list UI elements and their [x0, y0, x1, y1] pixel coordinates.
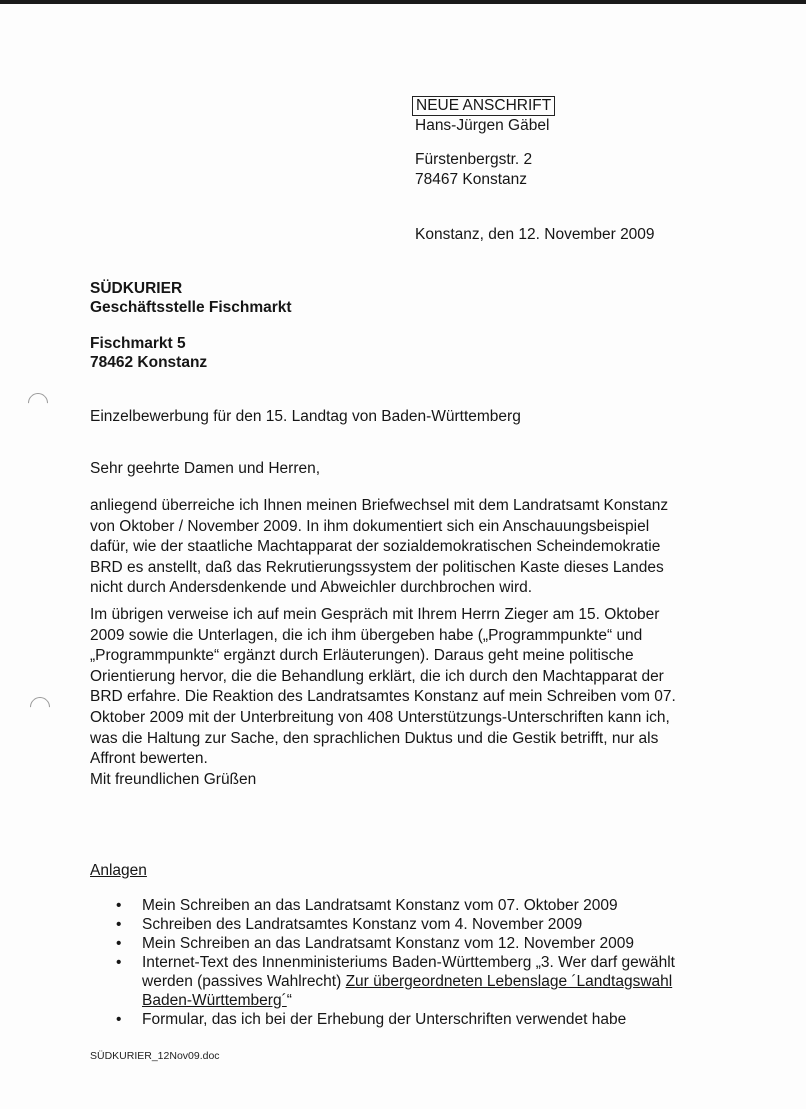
- attachment-item: • Internet-Text des Innenministeriums Baden-Württemberg „3. Wer darf gewählt werden (passives Wahlrecht) Zur übergeordneten Lebenslage ´Landtagswahl Baden-Württemberg´“: [116, 954, 675, 1009]
- attachment-item: • Formular, das ich bei der Erhebung der Unterschriften verwendet habe: [116, 1011, 627, 1028]
- recipient-street: Fischmarkt 5: [90, 335, 186, 352]
- bullet-icon: •: [116, 897, 122, 914]
- recipient-city: 78462 Konstanz: [90, 354, 208, 371]
- attachments-list: [90, 896, 710, 1029]
- recipient-department: Geschäftsstelle Fischmarkt: [90, 299, 292, 316]
- bullet-icon: •: [116, 954, 122, 971]
- bullet-icon: •: [116, 916, 122, 933]
- letter-date: Konstanz, den 12. November 2009: [415, 226, 655, 243]
- sender-street: Fürstenbergstr. 2: [415, 151, 533, 168]
- attachment-item: • Mein Schreiben an das Landratsamt Konstanz vom 07. Oktober 2009: [116, 897, 618, 914]
- lebenslage-link[interactable]: Zur übergeordneten Lebenslage ´Landtagswahl: [345, 973, 673, 990]
- document-filename-footer: SÜDKURIER_12Nov09.doc: [90, 1050, 220, 1062]
- closing: Mit freundlichen Grüßen: [90, 771, 257, 788]
- sender-city: 78467 Konstanz: [415, 171, 528, 188]
- attachments-heading: Anlagen: [90, 862, 147, 879]
- attachment-item: • Mein Schreiben an das Landratsamt Konstanz vom 12. November 2009: [116, 935, 634, 952]
- bullet-icon: •: [116, 1011, 122, 1028]
- punch-hole-mark: [24, 389, 52, 417]
- attachment-item: • Schreiben des Landratsamtes Konstanz vom 4. November 2009: [116, 916, 583, 933]
- body-paragraph-2: Im übrigen verweise ich auf mein Gespräch mit Ihrem Herrn Zieger am 15. Oktober 2009 sowie die Unterlagen, die ich ihm übergeben habe („Programmpunkte“ und „Programmpunkte“ ergänzt durch Erläuterungen). Daraus geht meine politische Orientierung hervor, die die Behandlung erklärt, die ich durch den Machtapparat der BRD erfahre. Die Reaktion des Landratsamtes Konstanz auf mein Schreiben vom 07. Oktober 2009 mit der Unterbreitung von 408 Unterstützungs-Unterschriften kann ich, was die Haltung zur Sache, den sprachlichen Duktus und die Gestik betrifft, nur als Affront bewerten.: [90, 606, 676, 768]
- salutation: Sehr geehrte Damen und Herren,: [90, 460, 321, 477]
- recipient-org: SÜDKURIER: [90, 280, 183, 297]
- punch-hole-mark: [26, 693, 54, 721]
- bullet-icon: •: [116, 935, 122, 952]
- body-paragraph-1: anliegend überreiche ich Ihnen meinen Briefwechsel mit dem Landratsamt Konstanz von Oktober / November 2009. In ihm dokumentiert sich ein Anschauungsbeispiel dafür, wie der staatliche Machtapparat der sozialdemokratischen Scheindemokratie BRD es anstellt, daß das Rekrutierungssystem der politischen Kaste dieses Landes nicht durch Andersdenkende und Abweichler durchbrochen wird.: [90, 497, 669, 597]
- lebenslage-link-continued[interactable]: Baden-Württemberg´: [142, 992, 287, 1009]
- scan-edge: [0, 0, 806, 4]
- sender-name: Hans-Jürgen Gäbel: [415, 117, 550, 134]
- new-address-badge: NEUE ANSCHRIFT: [412, 96, 555, 116]
- subject-line: Einzelbewerbung für den 15. Landtag von Baden-Württemberg: [90, 408, 521, 425]
